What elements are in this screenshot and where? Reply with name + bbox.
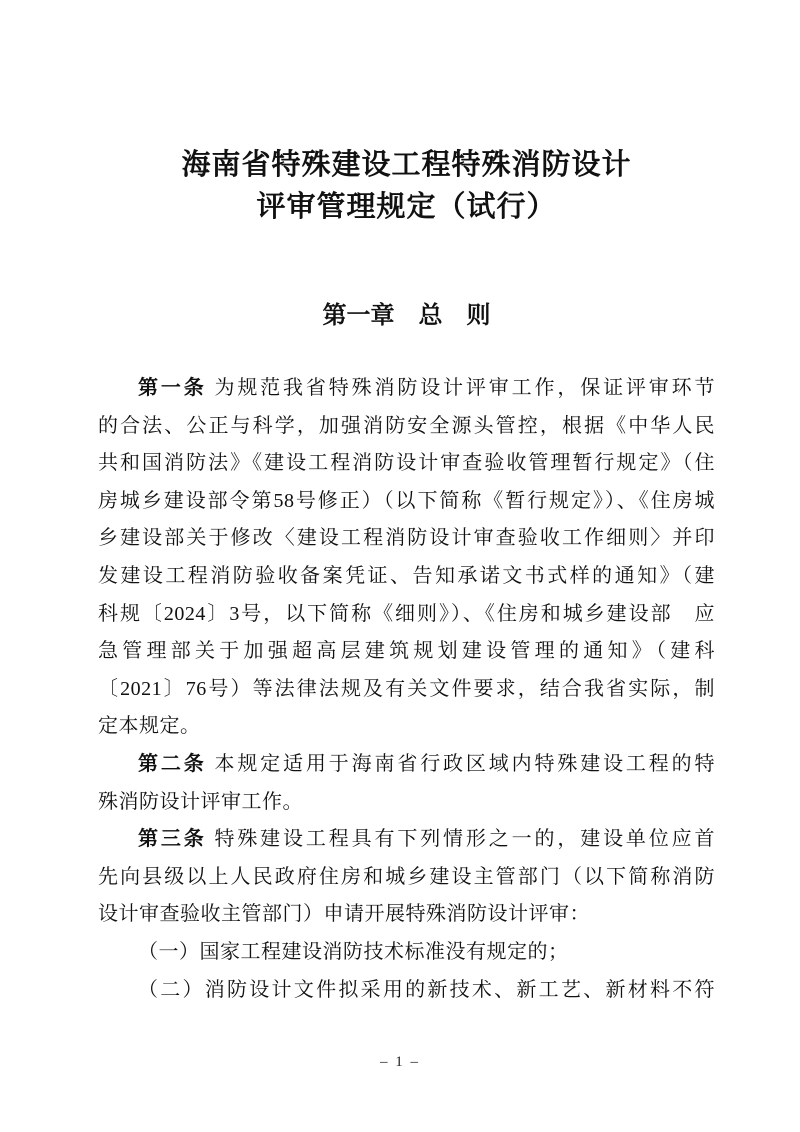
article-number: 第一条 — [138, 377, 207, 399]
body-line — [98, 821, 715, 859]
body-line: 房城乡建设部令第58号修正）（以下简称《暂行规定》）、《住房城 — [98, 489, 715, 512]
body-line: 科规〔2024〕3号，以下简称《细则》）、《住房和城乡建设部 应 — [98, 602, 715, 625]
article-number: 第三条 — [138, 828, 207, 851]
body-line: 设计审查验收主管部门）申请开展特殊消防设计评审： — [98, 903, 590, 926]
body-line: 〔2021〕76号）等法律法规及有关文件要求，结合我省实际，制 — [98, 677, 715, 700]
line-text: 特殊建设工程具有下列情形之一的，建设单位应首 — [206, 828, 716, 851]
body-line: 定本规定。 — [98, 715, 201, 738]
body-line: 共和国消防法》《建设工程消防设计审查验收管理暂行规定》（住 — [98, 452, 715, 475]
body-line: 殊消防设计评审工作。 — [98, 790, 303, 813]
body-line: 先向县级以上人民政府住房和城乡建设主管部门（以下简称消防 — [98, 865, 715, 888]
document-title — [98, 144, 715, 228]
body-line: 发建设工程消防验收备案凭证、告知承诺文书式样的通知》（建 — [98, 564, 715, 587]
page-number: – 1 – — [380, 1054, 420, 1071]
line-text: 本规定适用于海南省行政区域内特殊建设工程的特 — [206, 752, 716, 775]
body-line: 乡建设部关于修改〈建设工程消防设计审查验收工作细则〉并印 — [98, 527, 715, 550]
body-line — [98, 746, 715, 784]
body-line: （二）消防设计文件拟采用的新技术、新工艺、新材料不符 — [138, 978, 715, 1001]
chapter-heading: 第一章 总 则 — [322, 303, 491, 329]
line-text: 为规范我省特殊消防设计评审工作，保证评审环节 — [206, 377, 716, 399]
body-line — [98, 370, 715, 408]
body-line: 急管理部关于加强超高层建筑规划建设管理的通知》（建科 — [98, 640, 715, 663]
body-line: 的合法、公正与科学，加强消防安全源头管控，根据《中华人民 — [98, 414, 715, 437]
title-line-2: 评审管理规定（试行） — [256, 191, 557, 223]
body-line: （一）国家工程建设消防技术标准没有规定的； — [138, 940, 569, 963]
article-number: 第二条 — [138, 752, 207, 775]
document-body — [98, 370, 715, 1009]
title-line-1: 海南省特殊建设工程特殊消防设计 — [181, 149, 632, 181]
